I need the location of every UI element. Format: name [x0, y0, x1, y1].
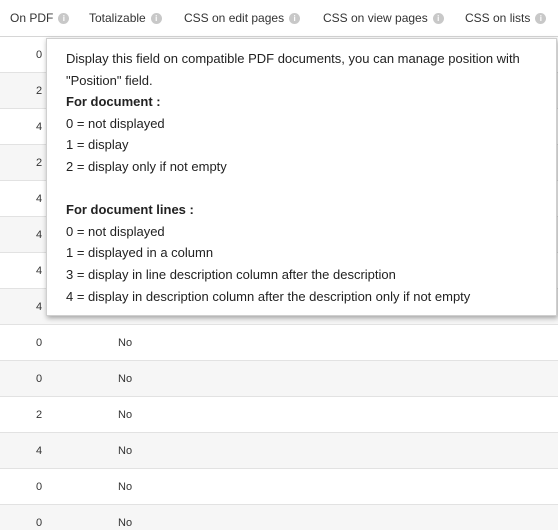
cell-on-pdf: 0	[36, 517, 43, 529]
cell-on-pdf: 2	[36, 157, 43, 169]
cell-totalizable: No	[118, 481, 133, 493]
column-header-totalizable[interactable]	[89, 11, 162, 25]
cell-totalizable: No	[118, 337, 133, 349]
cell-totalizable: No	[118, 445, 133, 457]
cell-totalizable: No	[118, 373, 133, 385]
cell-on-pdf: 4	[36, 301, 43, 313]
cell-on-pdf: 2	[36, 409, 43, 421]
column-header-on-pdf[interactable]	[10, 11, 69, 25]
tooltip-lines-option: 3 = display in line description column after the description	[66, 266, 396, 282]
column-header-css-lists[interactable]	[465, 11, 546, 25]
info-icon[interactable]: i	[289, 13, 300, 24]
column-header-label: On PDF	[10, 11, 54, 25]
tooltip-intro-line: "Position" field.	[66, 72, 153, 88]
cell-on-pdf: 2	[36, 85, 43, 97]
cell-on-pdf: 0	[36, 481, 43, 493]
column-header-label: CSS on lists	[465, 11, 531, 25]
cell-totalizable: No	[118, 517, 133, 529]
cell-on-pdf: 4	[36, 445, 43, 457]
info-icon[interactable]: i	[535, 13, 546, 24]
column-header-label: Totalizable	[89, 11, 146, 25]
cell-on-pdf: 0	[36, 373, 43, 385]
cell-on-pdf: 4	[36, 121, 43, 133]
cell-totalizable: No	[118, 409, 133, 421]
table-row[interactable]	[0, 433, 558, 469]
cell-on-pdf: 0	[36, 337, 43, 349]
info-icon[interactable]: i	[433, 13, 444, 24]
tooltip-document-option: 1 = display	[66, 137, 129, 153]
table-row[interactable]	[0, 469, 558, 505]
column-header-css-edit[interactable]	[184, 11, 300, 25]
on-pdf-tooltip	[46, 38, 557, 316]
table-row[interactable]	[0, 505, 558, 530]
tooltip-lines-option: 1 = displayed in a column	[66, 245, 214, 261]
cell-on-pdf: 4	[36, 229, 43, 241]
table-header	[0, 0, 558, 37]
info-icon[interactable]: i	[58, 13, 69, 24]
tooltip-lines-option: 4 = display in description column after the description only if not empty	[66, 288, 471, 304]
tooltip-document-option: 2 = display only if not empty	[66, 158, 227, 174]
column-header-css-view[interactable]	[323, 11, 444, 25]
tooltip-intro-line: Display this field on compatible PDF documents, you can manage position with	[66, 51, 520, 66]
cell-on-pdf: 0	[36, 49, 43, 61]
tooltip-document-heading: For document :	[66, 94, 161, 110]
column-header-label: CSS on view pages	[323, 11, 428, 25]
table-row[interactable]	[0, 397, 558, 433]
cell-on-pdf: 4	[36, 193, 43, 205]
cell-on-pdf: 4	[36, 265, 43, 277]
tooltip-lines-option: 0 = not displayed	[66, 223, 165, 239]
tooltip-spacer	[66, 178, 544, 200]
table-row[interactable]	[0, 361, 558, 397]
column-header-label: CSS on edit pages	[184, 11, 285, 25]
table-row[interactable]	[0, 325, 558, 361]
tooltip-lines-heading: For document lines :	[66, 202, 194, 218]
info-icon[interactable]: i	[151, 13, 162, 24]
tooltip-document-option: 0 = not displayed	[66, 115, 165, 131]
